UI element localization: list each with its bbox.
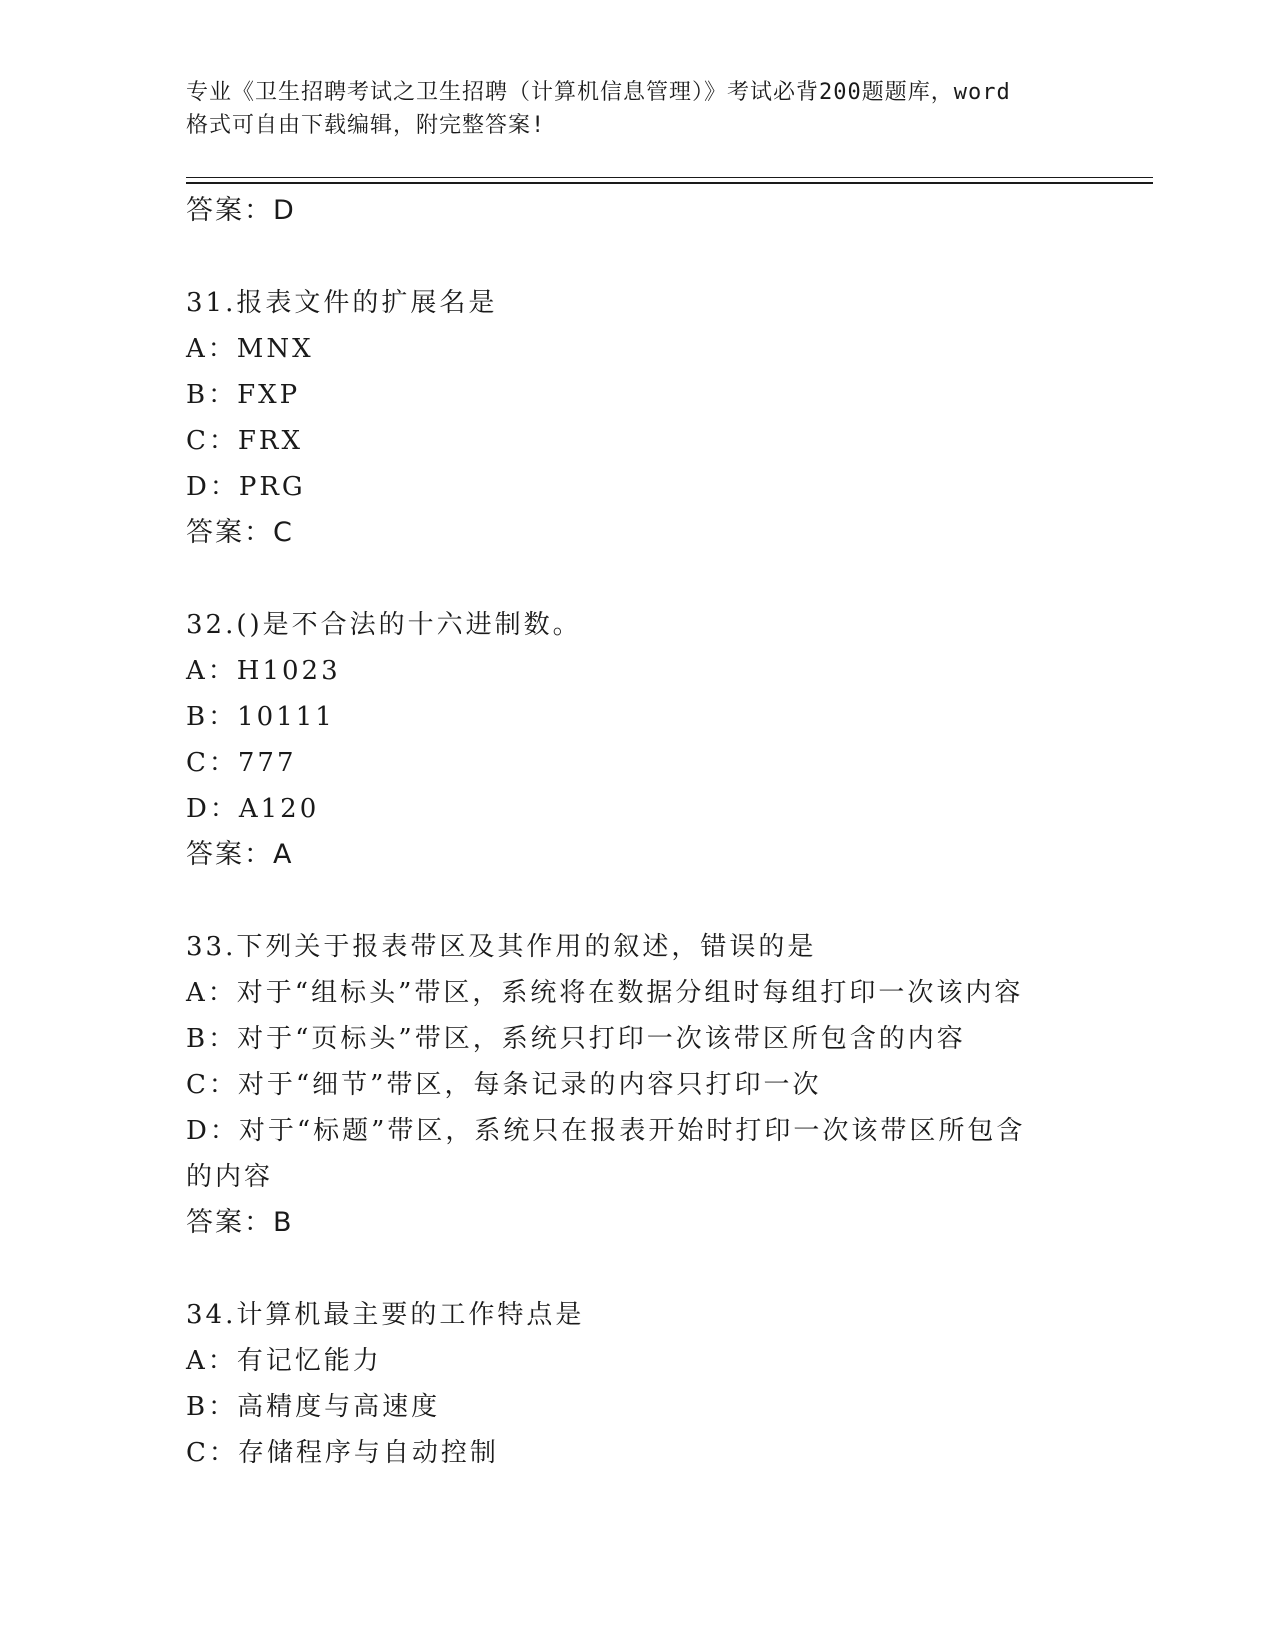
option-c: C：777 (186, 748, 297, 778)
question-stem: 31.报表文件的扩展名是 (186, 288, 498, 318)
spacer (186, 1246, 1086, 1292)
question-list (186, 188, 1086, 1476)
option-a: A：对于“组标头”带区，系统将在数据分组时每组打印一次该内容 (186, 978, 1024, 1008)
option-d: D：对于“标题”带区，系统只在报表开始时打印一次该带区所包含的内容 (186, 1116, 1026, 1192)
previous-answer: 答案：D (186, 195, 296, 226)
header-line-1: 专业《卫生招聘考试之卫生招聘（计算机信息管理）》考试必背200题题库，word (186, 80, 1011, 105)
header-divider-thin (186, 177, 1153, 178)
header-divider-thick (186, 182, 1153, 184)
question-33 (186, 924, 1086, 1246)
option-b: B：10111 (186, 702, 335, 732)
answer-line: 答案：B (186, 1207, 294, 1238)
option-c: C：存储程序与自动控制 (186, 1438, 499, 1468)
answer-line: 答案：A (186, 839, 294, 870)
question-stem: 32.()是不合法的十六进制数。 (186, 610, 582, 640)
option-c: C：FRX (186, 426, 304, 456)
option-d: D：A120 (186, 794, 320, 824)
option-b: B：高精度与高速度 (186, 1392, 441, 1422)
option-c: C：对于“细节”带区，每条记录的内容只打印一次 (186, 1070, 822, 1100)
spacer (186, 556, 1086, 602)
question-34 (186, 1292, 1086, 1476)
header-line-2: 格式可自由下载编辑，附完整答案! (186, 113, 546, 138)
option-b: B：FXP (186, 380, 301, 410)
spacer (186, 234, 1086, 280)
option-b: B：对于“页标头”带区，系统只打印一次该带区所包含的内容 (186, 1024, 966, 1054)
question-32 (186, 602, 1086, 878)
question-stem: 34.计算机最主要的工作特点是 (186, 1300, 585, 1330)
option-a: A：MNX (186, 334, 314, 364)
spacer (186, 878, 1086, 924)
option-a: A：H1023 (186, 656, 341, 686)
document-header (186, 76, 1091, 142)
answer-line: 答案：C (186, 517, 294, 548)
question-31 (186, 280, 1086, 556)
option-a: A：有记忆能力 (186, 1346, 382, 1376)
question-stem: 33.下列关于报表带区及其作用的叙述，错误的是 (186, 932, 817, 962)
option-d: D：PRG (186, 472, 306, 502)
